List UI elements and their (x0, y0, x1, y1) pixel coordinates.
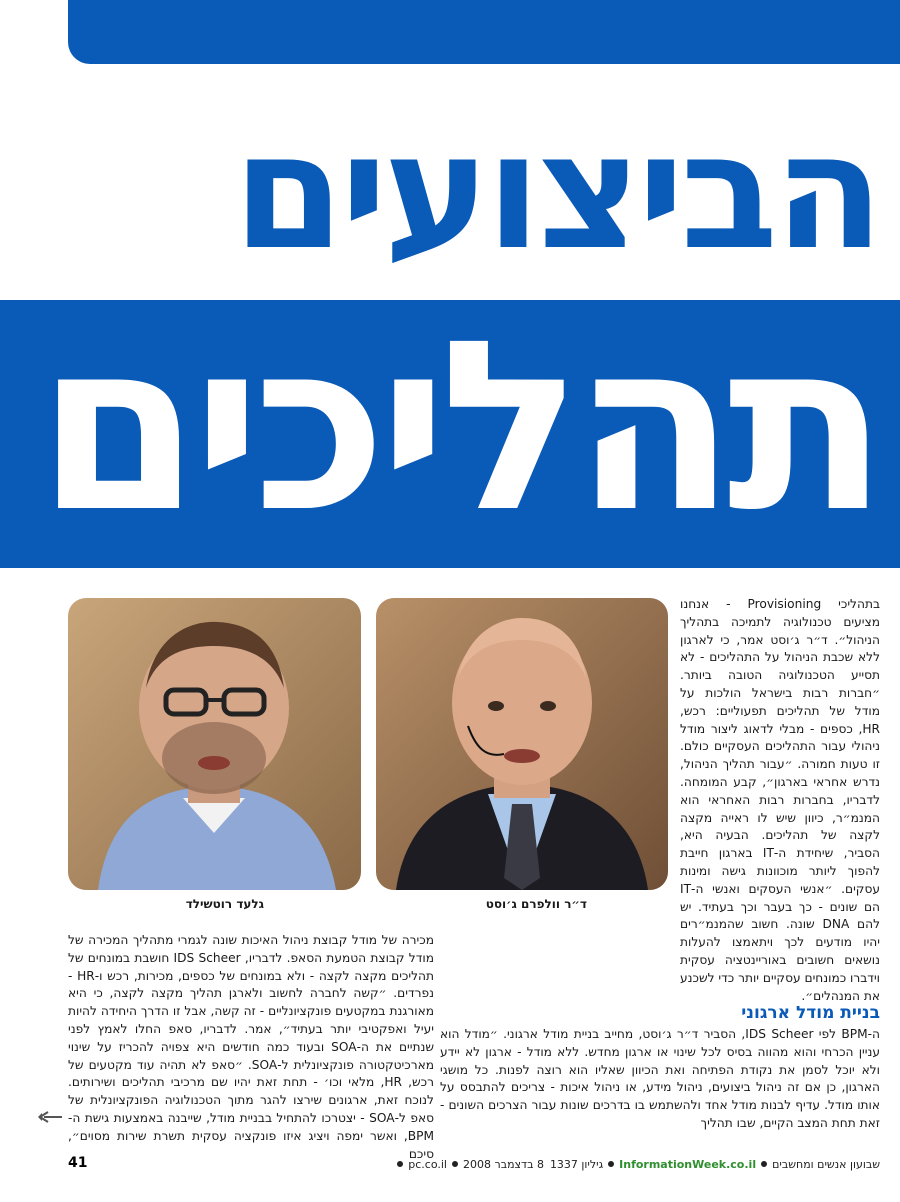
lower-left-text-wrap (68, 932, 434, 1163)
continue-arrow-icon (36, 1108, 64, 1120)
footer-separator (761, 1161, 767, 1167)
lower-right-text: ה-BPM לפי IDS Scheer, הסביר ד״ר ג׳וסט, מחייב בניית מודל ארגוני. ״מודל הוא עניין הכרחי והוא מהווה בסיס לכל שינוי או ארגון מחדש. ללא מודל - ארגון לא יידע ולא יוכל לסמן את נקודת הפתיחה ואת הכיוון שאליו הוא רוצה לפנות. כל מושגי הארגון, כן אם זה ניהול ביצועים, ניהול מידע, או ניהול איכות - צריכים להתבסס על אותו מודל. עדיף לבנות מודל אחד ולהשתמש בו בדרכים שונות עבור הצרכים השונים - זאת תחת המצב הקיים, שבו תהליך (440, 1027, 880, 1130)
top-decor-bar (68, 0, 900, 64)
footer-separator (452, 1161, 458, 1167)
page-footer (68, 1152, 880, 1176)
headline-line1: הביצועים (232, 98, 880, 285)
footer-separator (397, 1161, 403, 1167)
photo-left (68, 598, 361, 890)
footer-issue: גיליון 1337 (549, 1157, 604, 1171)
photo-caption-left: גלעד רוטשילד (185, 897, 264, 911)
footer-date: 8 בדצמבר 2008 (463, 1157, 544, 1171)
lower-left-text: מכירה של מודל קבוצת ניהול האיכות שונה לגמרי מתהליך המכירה של מודל קבוצת הטמעת הסאפ. לדבריו, IDS Scheer חושבת במונחים של תהליכים מקצה לקצה - ולא במונחים של כספים, מכירות, רכש ו-HR - נפרדים. ״קשה לחברה לחשוב ולארגן תהליך מקצה לקצה, כי היא מאורגנת במקטעים פונקציונליים - זה קשה, אבל זו הדרך היחידה להיות יעיל ואפקטיבי יותר בעתיד״, אמר. לדבריו, סאפ החלו לאמץ לפני שנתיים את ה-SOA ובעוד כמה חודשים היא צפויה להכריז על שינוי מארכיטקטורה פונקציונלית ל-SOA. ״סאפ לא תהיה עוד מקטעים של רכש, HR, מלאי וכו׳ - תחת זאת יהיו שם מרכיבי תהליכים ושירותים. לנוכח זאת, ארגונים שירצו להגר מתוך הטכנולוגיה הפונקציונלית של סאפ ל-SOA - יצטרכו להתחיל בבניית מודל, שייבנה באמצעות גישת ה-BPM, ואשר ימפה ויציג איזו פונקציה עסקית תשרת שירות מסוים״, סיכם (68, 933, 435, 1161)
photo-caption-right: ד״ר וולפרם ג׳וסט (485, 897, 587, 911)
photo-right (376, 598, 668, 890)
footer-pc-link[interactable]: pc.co.il (408, 1157, 447, 1171)
page-number: 41 (68, 1155, 88, 1171)
headline-line2: תהליכים (36, 291, 880, 564)
footer-site-link[interactable]: InformationWeek.co.il (619, 1157, 757, 1171)
footer-magazine: שבועון אנשים ומחשבים (772, 1157, 880, 1171)
side-column-text: בתהליכי Provisioning - אנחנו מציעים טכנולוגיה לתמיכה בתהליך הניהול״. ד״ר ג׳וסט אמר, כי לארגון ללא שכבת הניהול על התהליכים - לא תסייע הטכנולוגיה הטובה ביותר. ״חברות רבות בישראל הולכות על מודל של תהליכים תפעוליים: רכש, HR, כספים - מבלי לדאוג ליצור מודל ניהולי עבור התהליכים העסקיים כולם. זו טעות חמורה. ״עבור תהליך הניהול, נדרש אחראי בארגון״, קבע המומחה. לדבריו, בחברות רבות האחראי הוא המנמ״ר, כיוון שיש לו ראייה מקצה לקצה של תהליכים. הבעיה היא, הסביר, שיחידת ה-IT בארגון חייבת להפוך ליותר מוכוונות גישה ומינות עסקים. ״אנשי העסקים ואנשי ה-IT הם שונים - כך בעבר וכך בעתיד. יש להם DNA שונה. חשוב שהמנמ״רים יהיו מודעים לכך ויתאמצו להעלות נושאים חשובים באוריינטציה עסקית וידברו כמונחים עסקיים יותר כדי לשכנע את המנהלים״. (679, 597, 880, 1003)
footer-separator (608, 1161, 614, 1167)
lower-right-text-wrap (440, 1026, 880, 1133)
section-subhead: בניית מודל ארגוני (741, 1003, 880, 1023)
